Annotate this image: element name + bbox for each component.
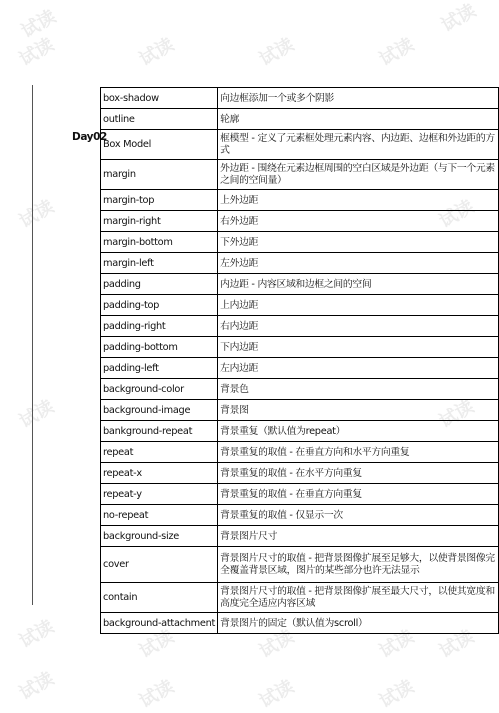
property-description: 背景图片尺寸 bbox=[218, 526, 499, 547]
watermark: 试读 bbox=[15, 196, 58, 233]
watermark: 试读 bbox=[437, 0, 480, 37]
property-description: 左内边距 bbox=[218, 358, 499, 379]
property-name: background-image bbox=[101, 400, 218, 421]
table-row bbox=[101, 211, 499, 232]
property-name: margin-top bbox=[101, 190, 218, 211]
property-name: bankground-repeat bbox=[101, 421, 218, 442]
day-label: Day02 bbox=[72, 131, 107, 143]
property-description: 背景重复的取值 - 在垂直方向和水平方向重复 bbox=[218, 442, 499, 463]
property-description: 下内边距 bbox=[218, 337, 499, 358]
table-row bbox=[101, 88, 499, 109]
table-row bbox=[101, 130, 499, 160]
property-name: padding-right bbox=[101, 316, 218, 337]
table-row bbox=[101, 613, 499, 634]
table-row bbox=[101, 421, 499, 442]
property-description: 内边距 - 内容区域和边框之间的空间 bbox=[218, 274, 499, 295]
watermark: 试读 bbox=[375, 34, 418, 71]
watermark: 试读 bbox=[255, 676, 298, 713]
property-name: contain bbox=[101, 583, 218, 613]
property-name: no-repeat bbox=[101, 505, 218, 526]
table-row bbox=[101, 463, 499, 484]
table-row bbox=[101, 400, 499, 421]
property-description: 背景重复的取值 - 在垂直方向重复 bbox=[218, 484, 499, 505]
property-description: 背景重复（默认值为repeat） bbox=[218, 421, 499, 442]
property-description: 背景图片尺寸的取值 - 把背景图像扩展至最大尺寸，以使其宽度和高度完全适应内容区域 bbox=[218, 583, 499, 613]
table-row bbox=[101, 295, 499, 316]
property-name: repeat bbox=[101, 442, 218, 463]
property-description: 上外边距 bbox=[218, 190, 499, 211]
table-row bbox=[101, 337, 499, 358]
table-row bbox=[101, 505, 499, 526]
property-name: padding-top bbox=[101, 295, 218, 316]
property-name: margin-left bbox=[101, 253, 218, 274]
watermark: 试读 bbox=[255, 34, 298, 71]
table-row bbox=[101, 379, 499, 400]
property-description: 上内边距 bbox=[218, 295, 499, 316]
property-name: background-color bbox=[101, 379, 218, 400]
table-row bbox=[101, 583, 499, 613]
property-description: 背景图 bbox=[218, 400, 499, 421]
watermark: 试读 bbox=[15, 616, 58, 653]
table-row bbox=[101, 232, 499, 253]
property-description: 右外边距 bbox=[218, 211, 499, 232]
property-description: 背景重复的取值 - 在水平方向重复 bbox=[218, 463, 499, 484]
watermark: 试读 bbox=[435, 396, 478, 433]
table-body bbox=[101, 88, 499, 634]
property-description: 背景图片的固定（默认值为scroll） bbox=[218, 613, 499, 634]
property-description: 背景色 bbox=[218, 379, 499, 400]
table-row bbox=[101, 484, 499, 505]
property-name: repeat-x bbox=[101, 463, 218, 484]
watermark: 试读 bbox=[375, 676, 418, 713]
property-description: 右内边距 bbox=[218, 316, 499, 337]
property-name: Box Model bbox=[101, 130, 218, 160]
table-row bbox=[101, 316, 499, 337]
property-name: background-attachment bbox=[101, 613, 218, 634]
property-description: 左外边距 bbox=[218, 253, 499, 274]
table-row bbox=[101, 526, 499, 547]
property-name: cover bbox=[101, 547, 218, 583]
property-name: margin-bottom bbox=[101, 232, 218, 253]
property-description: 轮廓 bbox=[218, 109, 499, 130]
property-description: 背景重复的取值 - 仅显示一次 bbox=[218, 505, 499, 526]
property-name: margin-right bbox=[101, 211, 218, 232]
property-name: margin bbox=[101, 160, 218, 190]
property-name: box-shadow bbox=[101, 88, 218, 109]
watermark: 试读 bbox=[17, 6, 60, 43]
watermark: 试读 bbox=[435, 626, 478, 663]
table-row bbox=[101, 109, 499, 130]
watermark: 试读 bbox=[375, 626, 418, 663]
watermark: 试读 bbox=[135, 626, 178, 663]
property-description: 向边框添加一个或多个阴影 bbox=[218, 88, 499, 109]
property-description: 外边距 - 围绕在元素边框周围的空白区域是外边距（与下一个元素之间的空间量） bbox=[218, 160, 499, 190]
watermark: 试读 bbox=[15, 34, 58, 71]
watermark: 试读 bbox=[15, 668, 58, 705]
table-row bbox=[101, 160, 499, 190]
table-row bbox=[101, 190, 499, 211]
property-name: padding bbox=[101, 274, 218, 295]
watermark: 试读 bbox=[135, 676, 178, 713]
property-name: outline bbox=[101, 109, 218, 130]
watermark: 试读 bbox=[435, 196, 478, 233]
property-description: 下外边距 bbox=[218, 232, 499, 253]
property-name: repeat-y bbox=[101, 484, 218, 505]
watermark: 试读 bbox=[255, 626, 298, 663]
property-name: background-size bbox=[101, 526, 218, 547]
watermark: 试读 bbox=[15, 396, 58, 433]
table-row bbox=[101, 358, 499, 379]
css-properties-table bbox=[100, 87, 499, 634]
table-row bbox=[101, 442, 499, 463]
property-name: padding-left bbox=[101, 358, 218, 379]
property-description: 框模型 - 定义了元素框处理元素内容、内边距、边框和外边距的方式 bbox=[218, 130, 499, 160]
property-name: padding-bottom bbox=[101, 337, 218, 358]
table-row bbox=[101, 253, 499, 274]
table-row bbox=[101, 274, 499, 295]
property-description: 背景图片尺寸的取值 - 把背景图像扩展至足够大，以使背景图像完全覆盖背景区域，图片的某些部分也许无法显示 bbox=[218, 547, 499, 583]
watermark: 试读 bbox=[135, 34, 178, 71]
left-border-line bbox=[32, 85, 33, 605]
table-row bbox=[101, 547, 499, 583]
